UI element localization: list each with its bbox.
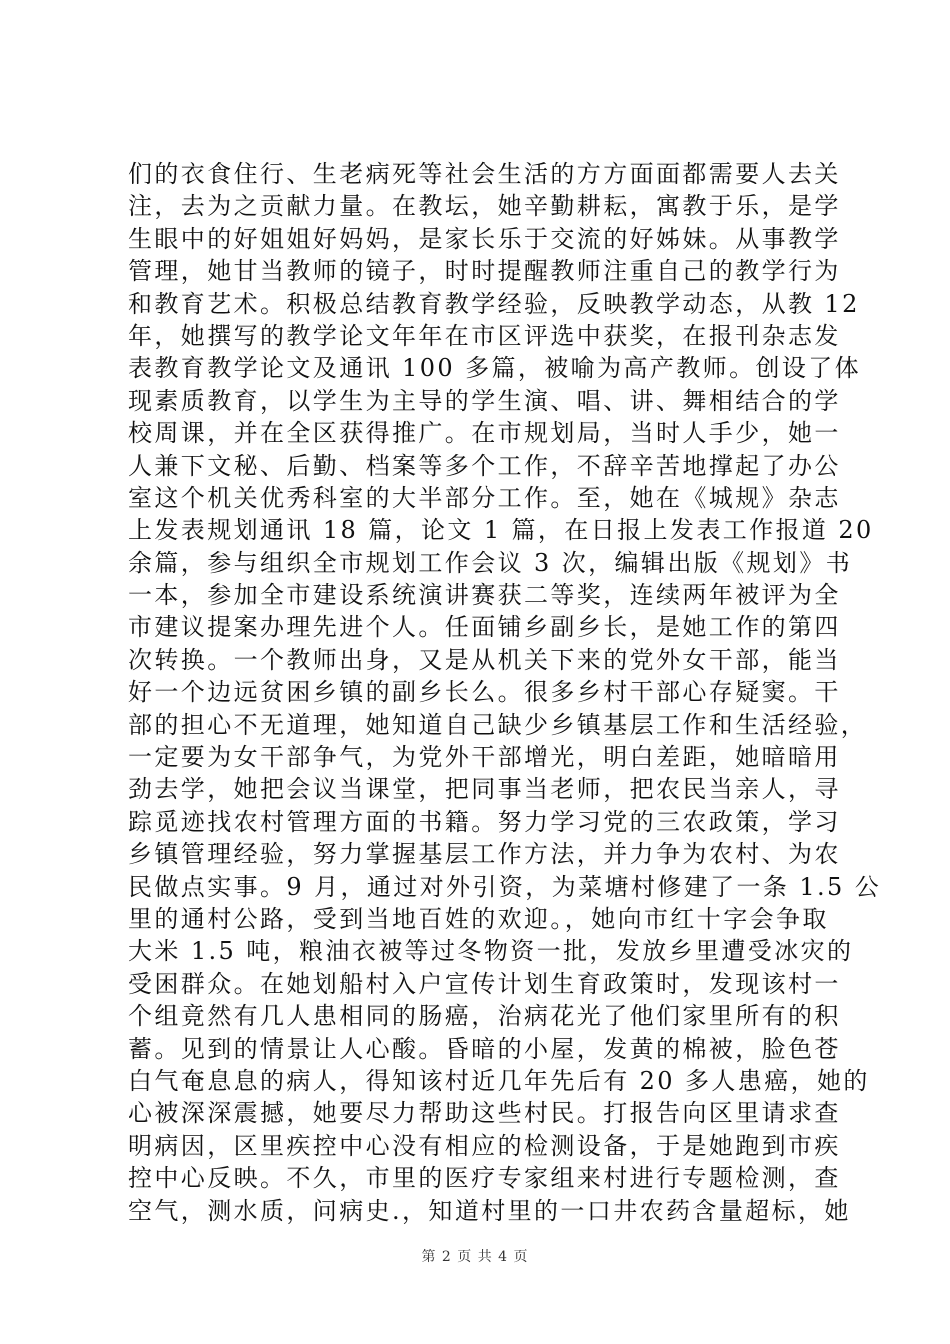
text-line: 室这个机关优秀科室的大半部分工作。至，她在《城规》杂志 xyxy=(128,483,841,512)
text-line: 一本，参加全市建设系统演讲赛获二等奖，连续两年被评为全 xyxy=(128,581,841,610)
text-line: 白气奄息息的病人，得知该村近几年先后有 20 多人患癌，她的 xyxy=(128,1066,870,1095)
text-line: 市建议提案办理先进个人。任面铺乡副乡长，是她工作的第四 xyxy=(128,613,841,642)
text-line: 好一个边远贫困乡镇的副乡长么。很多乡村干部心存疑窦。干 xyxy=(128,678,841,707)
text-line: 次转换。一个教师出身，又是从机关下来的党外女干部，能当 xyxy=(128,645,841,674)
text-line: 空气，测水质，问病史.，知道村里的一口井农药含量超标，她 xyxy=(128,1196,851,1225)
text-line: 蓄。见到的情景让人心酸。昏暗的小屋，发黄的棉被，脸色苍 xyxy=(128,1034,841,1063)
text-line: 大米 1.5 吨，粮油衣被等过冬物资一批，发放乡里遭受冰灾的 xyxy=(128,937,854,966)
page-number-footer: 第 2 页 共 4 页 xyxy=(421,1249,529,1265)
text-line: 人兼下文秘、后勤、档案等多个工作，不辞辛苦地撑起了办公 xyxy=(128,451,841,480)
text-line: 踪觅迹找农村管理方面的书籍。努力学习党的三农政策，学习 xyxy=(128,807,841,836)
text-line: 劲去学，她把会议当课堂，把同事当老师，把农民当亲人，寻 xyxy=(128,775,841,804)
text-line: 受困群众。在她划船村入户宣传计划生育政策时，发现该村一 xyxy=(128,969,841,998)
text-line: 表教育教学论文及通讯 100 多篇，被喻为高产教师。创设了体 xyxy=(128,354,862,383)
text-line: 控中心反映。不久，市里的医疗专家组来村进行专题检测，查 xyxy=(128,1164,841,1193)
text-line: 里的通村公路，受到当地百姓的欢迎。，她向市红十字会争取 xyxy=(128,904,829,933)
text-line: 一定要为女干部争气，为党外干部增光，明白差距，她暗暗用 xyxy=(128,743,841,772)
text-line: 注，去为之贡献力量。在教坛，她辛勤耕耘，寓教于乐，是学 xyxy=(128,192,841,221)
text-line: 和教育艺术。积极总结教育教学经验，反映教学动态，从教 12 xyxy=(128,289,860,318)
text-line: 心被深深震撼，她要尽力帮助这些村民。打报告向区里请求查 xyxy=(128,1099,841,1128)
text-line: 管理，她甘当教师的镜子，时时提醒教师注重自己的教学行为 xyxy=(128,257,841,286)
text-line: 上发表规划通讯 18 篇，论文 1 篇，在日报上发表工作报道 20 xyxy=(128,516,874,545)
text-line: 们的衣食住行、生老病死等社会生活的方方面面都需要人去关 xyxy=(128,160,841,188)
text-line: 校周课，并在全区获得推广。在市规划局，当时人手少，她一 xyxy=(128,419,841,448)
text-line: 民做点实事。9 月，通过对外引资，为菜塘村修建了一条 1.5 公 xyxy=(128,872,882,901)
text-line: 年，她撰写的教学论文年年在市区评选中获奖，在报刊杂志发 xyxy=(128,321,841,350)
text-line: 个组竟然有几人患相同的肠癌，治病花光了他们家里所有的积 xyxy=(128,1002,841,1031)
body-text xyxy=(128,158,882,1227)
text-line: 生眼中的好姐姐好妈妈，是家长乐于交流的好姊妹。从事教学 xyxy=(128,224,841,253)
text-line: 乡镇管理经验，努力掌握基层工作方法，并力争为农村、为农 xyxy=(128,840,841,869)
text-line: 明病因，区里疾控中心没有相应的检测设备，于是她跑到市疾 xyxy=(128,1131,841,1160)
text-line: 余篇，参与组织全市规划工作会议 3 次，编辑出版《规划》书 xyxy=(128,548,853,577)
text-line: 部的担心不无道理，她知道自己缺少乡镇基层工作和生活经验， xyxy=(128,710,868,739)
text-line: 现素质教育，以学生为主导的学生演、唱、讲、舞相结合的学 xyxy=(128,386,841,415)
